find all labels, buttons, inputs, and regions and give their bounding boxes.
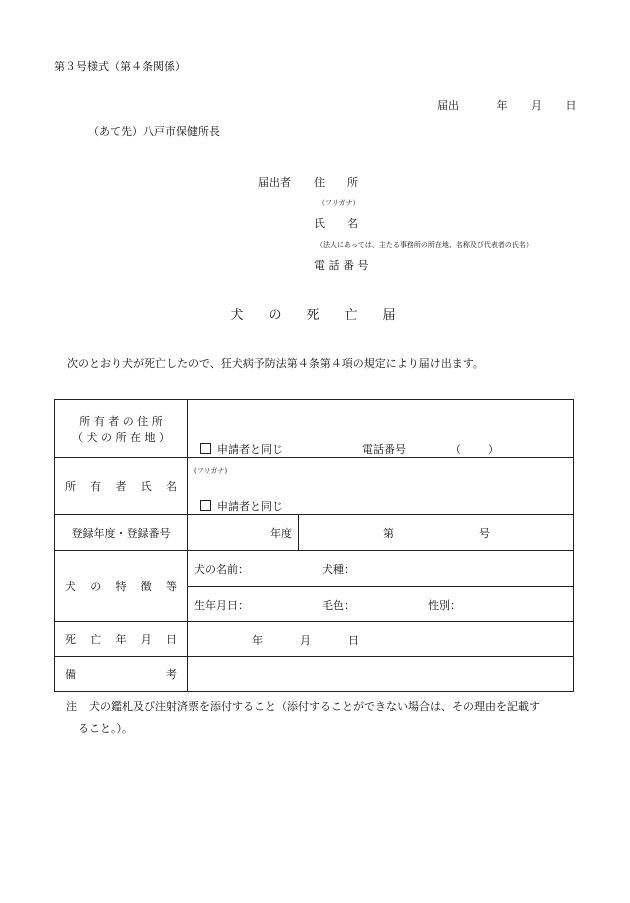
remarks-label bbox=[55, 657, 188, 692]
owner-address-line2: （ 犬 の 所 在 地 ） bbox=[72, 430, 170, 444]
birth-label: 生年月日： bbox=[194, 599, 249, 612]
owner-address-label bbox=[55, 400, 188, 458]
owner-address-line1: 所 有 者 の 住 所 bbox=[79, 414, 163, 428]
features-row-1[interactable] bbox=[188, 551, 573, 587]
label-char: 月 bbox=[140, 633, 152, 646]
remarks-field[interactable] bbox=[188, 657, 574, 692]
note-line-2: ること。）。 bbox=[78, 722, 133, 735]
label-char: 有 bbox=[90, 480, 102, 493]
registration-year-field[interactable] bbox=[188, 515, 299, 550]
label-char: 所 bbox=[65, 480, 76, 493]
coat-label: 毛色： bbox=[322, 599, 355, 612]
label-char: 等 bbox=[166, 580, 177, 593]
form-number: 第３号様式（第４条関係） bbox=[54, 60, 186, 73]
form-table bbox=[54, 399, 574, 692]
dog-name-label: 犬の名前： bbox=[194, 563, 249, 576]
table-row bbox=[55, 515, 574, 551]
table-row bbox=[55, 458, 574, 515]
table-row bbox=[55, 551, 574, 622]
registration-go: 号 bbox=[479, 527, 490, 540]
label-char: 日 bbox=[166, 633, 177, 646]
label-char: 犬 bbox=[65, 580, 76, 593]
label-char: 死 bbox=[65, 633, 76, 646]
features-row-2[interactable] bbox=[188, 587, 573, 621]
features-label bbox=[55, 551, 188, 622]
same-as-applicant-label: 申請者と同じ bbox=[217, 443, 283, 456]
label-char: 備 bbox=[65, 668, 76, 681]
document-title bbox=[218, 304, 408, 323]
registration-number-field[interactable] bbox=[299, 515, 573, 550]
checkbox-icon[interactable] bbox=[200, 443, 211, 454]
intro-text: 次のとおり犬が死亡したので、狂犬病予防法第４条第４項の規定により届け出ます。 bbox=[67, 357, 484, 370]
submission-label: 届出 bbox=[437, 99, 459, 112]
phone-paren-open: （ bbox=[450, 443, 461, 456]
label-char: 亡 bbox=[90, 633, 102, 646]
submission-year: 年 bbox=[496, 99, 508, 112]
death-year-unit: 年 bbox=[252, 634, 263, 647]
phone-paren-close: ） bbox=[488, 443, 499, 456]
label-char: の bbox=[90, 580, 102, 593]
applicant-phone-label: 電 話 番 号 bbox=[314, 259, 369, 272]
label-char: 名 bbox=[166, 480, 177, 493]
submission-month: 月 bbox=[531, 99, 542, 112]
applicant-furigana: （フリガナ） bbox=[318, 199, 360, 207]
table-row bbox=[55, 400, 574, 458]
table-row bbox=[55, 657, 574, 692]
addressee: （あて先）八戸市保健所長 bbox=[88, 125, 220, 138]
label-char: 氏 bbox=[140, 480, 152, 493]
owner-phone-label: 電話番号 bbox=[362, 443, 406, 456]
applicant-corp-note: （法人にあっては、主たる事務所の所在地、名称及び代表者の氏名） bbox=[316, 241, 533, 249]
applicant-address-label: 住 所 bbox=[314, 176, 358, 189]
death-date-label bbox=[55, 622, 188, 657]
applicant-label: 届出者 bbox=[258, 176, 291, 189]
breed-label: 犬種： bbox=[322, 563, 355, 576]
applicant-name-label: 氏 名 bbox=[314, 217, 358, 230]
same-as-applicant-label: 申請者と同じ bbox=[217, 500, 283, 513]
registration-dai: 第 bbox=[383, 527, 394, 540]
label-char: 年 bbox=[115, 633, 127, 646]
label-char: 徴 bbox=[140, 580, 152, 593]
note-label: 注 bbox=[66, 700, 77, 713]
registration-label: 登録年度・登録番号 bbox=[55, 515, 188, 551]
same-as-applicant-checkbox-1[interactable] bbox=[200, 441, 283, 457]
owner-address-field[interactable] bbox=[188, 400, 574, 458]
owner-furigana: (フリガナ) bbox=[194, 467, 228, 475]
sex-label: 性別： bbox=[428, 599, 461, 612]
registration-year-unit: 年度 bbox=[270, 527, 292, 540]
registration-field bbox=[188, 515, 574, 551]
label-char: 特 bbox=[115, 580, 127, 593]
title-char: 死 bbox=[306, 308, 320, 323]
features-field bbox=[188, 551, 574, 622]
label-char: 者 bbox=[115, 480, 127, 493]
owner-name-label bbox=[55, 458, 188, 515]
submission-date bbox=[437, 97, 577, 113]
death-month-unit: 月 bbox=[300, 634, 311, 647]
table-row bbox=[55, 622, 574, 657]
title-char: 届 bbox=[382, 308, 396, 323]
label-char: 考 bbox=[166, 668, 177, 681]
title-char: 亡 bbox=[344, 308, 358, 323]
same-as-applicant-checkbox-2[interactable] bbox=[200, 498, 283, 514]
note-line-1: 犬の鑑札及び注射済票を添付すること（添付することができない場合は、その理由を記載す bbox=[89, 700, 540, 713]
checkbox-icon[interactable] bbox=[200, 500, 211, 511]
death-day-unit: 日 bbox=[348, 634, 359, 647]
death-date-field[interactable] bbox=[188, 622, 574, 657]
title-char: の bbox=[268, 308, 282, 323]
title-char: 犬 bbox=[230, 308, 244, 323]
owner-name-field[interactable] bbox=[188, 458, 574, 515]
submission-day: 日 bbox=[565, 99, 577, 112]
